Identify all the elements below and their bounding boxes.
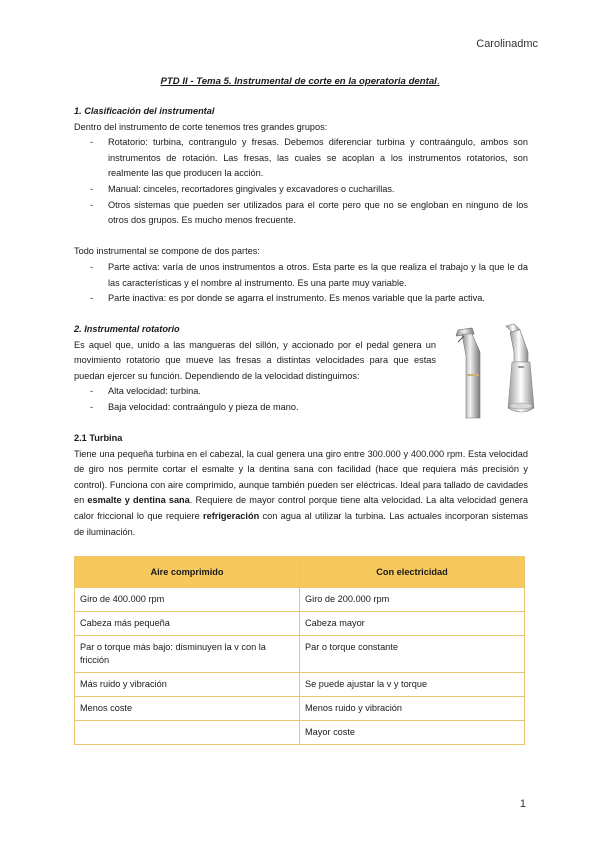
table-row [75,673,525,697]
paragraph-text: con agua al utilizar la turbina. Las actuales incorporan sistemas de iluminación. [74,510,528,537]
table-cell: Par o torque más bajo: disminuyen la v con la fricción [75,636,300,673]
table-cell: Giro de 200.000 rpm [300,588,525,612]
table-cell: Mayor coste [300,721,525,745]
section-1-heading: 1. Clasificación del instrumental [74,106,215,116]
table-cell: Menos ruido y vibración [300,697,525,721]
section-2-1-paragraph [74,447,528,541]
author-name: Carolinadmc [476,38,538,50]
list-item: - Rotatorio: turbina, contrangulo y fresas. Debemos diferenciar turbina y contraángulo, ambos son instrumentos de rotación. Las fresas, las cuales se acoplan a los instrumentos rotatorios, son realmente las que producen la acción. [74,135,528,182]
title-suffix: . [436,76,440,87]
table-cell: Cabeza más pequeña [75,612,300,636]
comparison-table [74,556,525,745]
bold-text: esmalte y dentina sana [87,495,190,506]
table-row [75,697,525,721]
parts-list [74,260,528,307]
list-item: - Manual: cinceles, recortadores gingivales y excavadores o cucharillas. [74,182,528,198]
handpiece-images [448,322,544,422]
page-title [0,76,600,87]
section-2-1-heading: 2.1 Turbina [74,433,123,443]
table-row [75,612,525,636]
table-cell: Giro de 400.000 rpm [75,588,300,612]
table-cell: Par o torque constante [300,636,525,673]
contra-angle-icon [506,324,534,412]
table-header-cell: Con electricidad [300,557,525,588]
paragraph-text: Tiene una pequeña turbina en el cabezal, la cual genera una giro entre 300.000 y 400.000 rpm. Esta velocidad de giro nos permite cortar el esmalte y la dentina sana con facilidad (hace que requiera más precisión y control). Funciona con aire comprimido, aunque también pueden ser eléctricas. Ideal para tallado de cavidades en [74,448,528,506]
list-item: - Parte inactiva: es por donde se agarra el instrumento. Es menos variable que la parte activa. [74,291,528,307]
table-row [75,721,525,745]
section-1-intro: Dentro del instrumento de corte tenemos tres grandes grupos: [74,121,328,132]
table-cell: Se puede ajustar la v y torque [300,673,525,697]
table-cell [75,721,300,745]
list-item: - Parte activa: varía de unos instrumentos a otros. Esta parte es la que realiza el trabajo y la que le da las características y el nombre al instrumento. Es una parte muy variable. [74,260,528,291]
table-row [75,588,525,612]
list-item: - Baja velocidad: contraángulo y pieza de mano. [74,400,436,416]
section-2-text: Es aquel que, unido a las mangueras del sillón, y accionado por el pedal genera un movimiento rotatorio que mueve las fresas a distintas velocidades para que estas puedan ejercer su función. Dependiendo de la velocidad distinguimos: [74,339,436,381]
table-header-row [75,557,525,588]
bold-text: refrigeración [203,510,260,521]
table-cell: Más ruido y vibración [75,673,300,697]
section-2-list [74,384,436,415]
title-text: PTD II - Tema 5. Instrumental de corte en la operatoria dental [160,76,437,87]
section-2-heading: 2. Instrumental rotatorio [74,324,180,334]
table-header-cell: Aire comprimido [75,557,300,588]
page-number: 1 [519,798,526,810]
table-cell: Menos coste [75,697,300,721]
section-1-list [74,135,528,229]
handpiece-illustration [448,322,544,422]
paragraph-text: . Requiere de mayor control porque tiene alta velocidad. La alta velocidad genera calor friccional lo que requiere [74,495,528,521]
table-cell: Cabeza mayor [300,612,525,636]
section-1 [74,104,528,307]
turbine-icon [456,328,480,418]
list-item: - Alta velocidad: turbina. [74,384,436,400]
section-2 [74,322,436,416]
parts-intro: Todo instrumental se compone de dos partes: [74,246,260,257]
table-row [75,636,525,673]
list-item: - Otros sistemas que pueden ser utilizados para el corte pero que no se engloban en ninguno de los otros dos grupos. Es mucho menos frecuente. [74,198,528,229]
section-2-1 [74,431,528,540]
